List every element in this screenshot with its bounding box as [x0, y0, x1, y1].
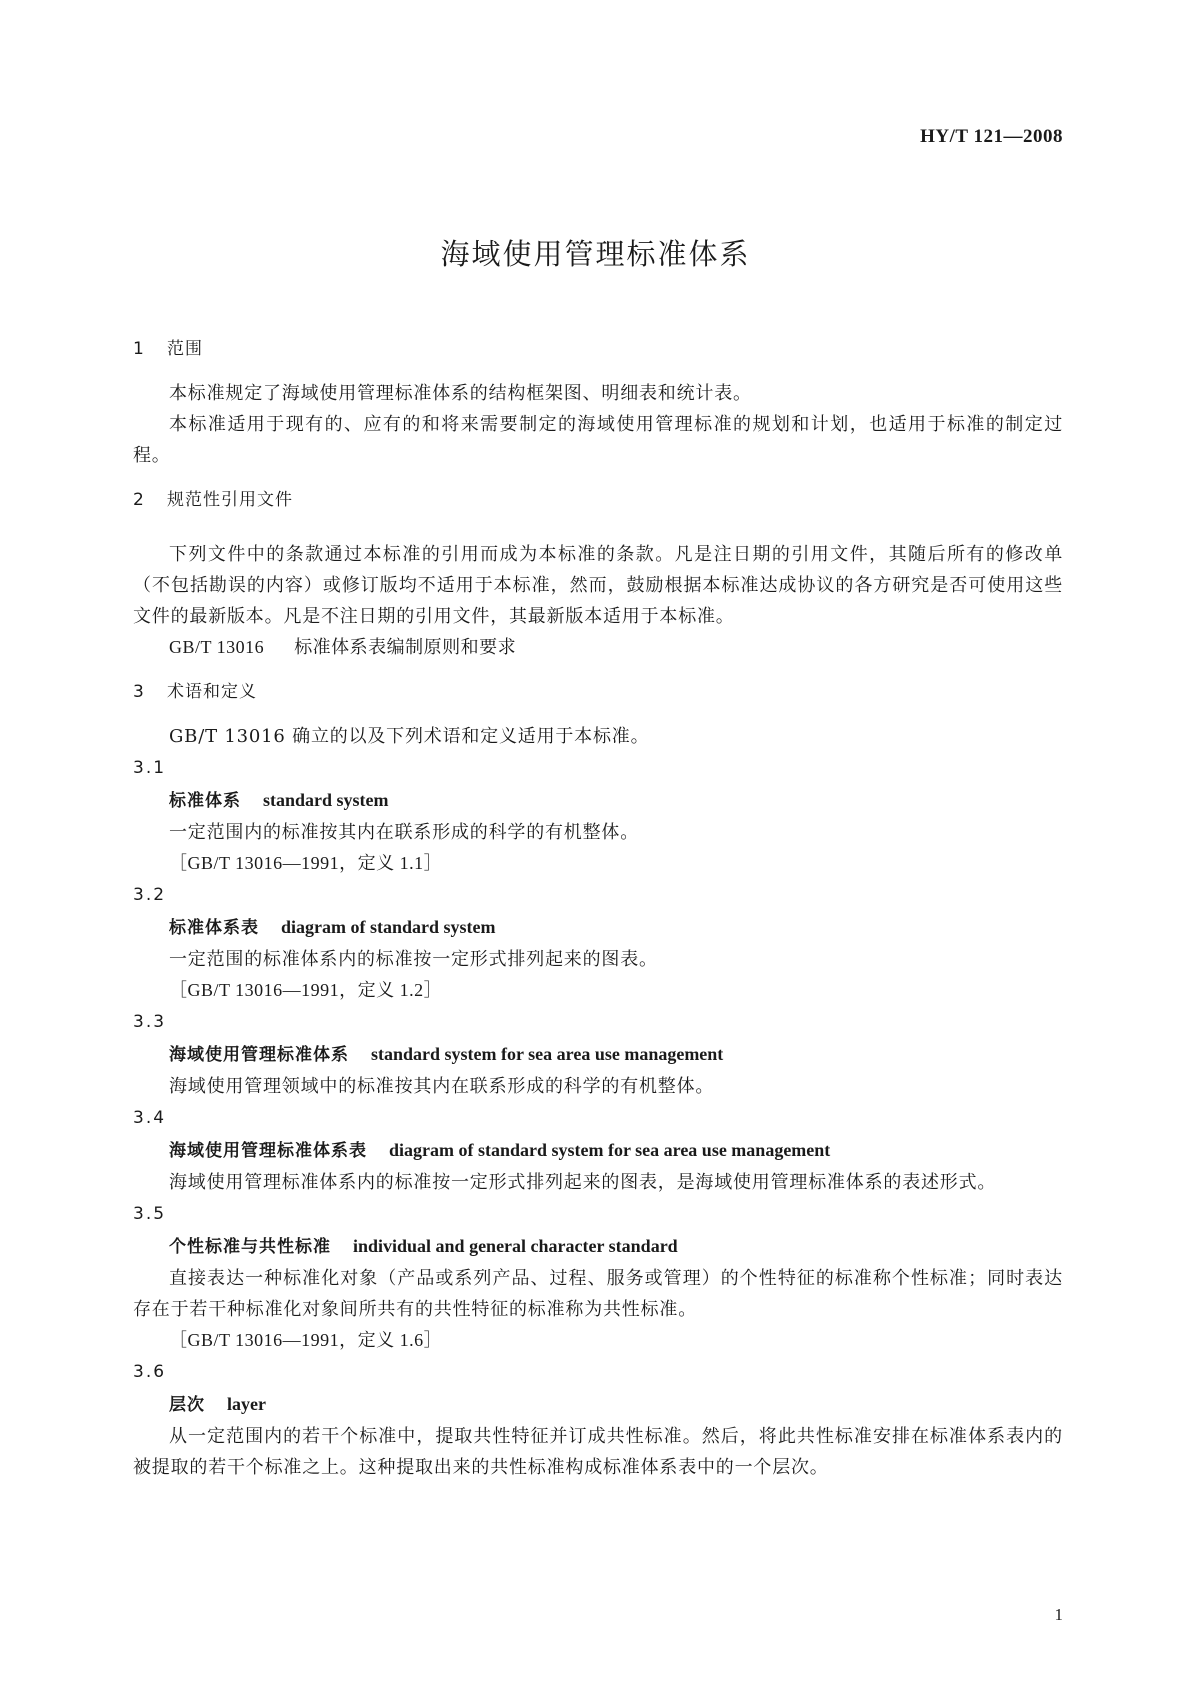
- term-en: standard system: [263, 790, 389, 810]
- term-number: 3.4: [133, 1108, 167, 1128]
- document-title: 海域使用管理标准体系: [440, 237, 751, 271]
- term-en: individual and general character standard: [353, 1236, 678, 1256]
- term-number: 3.1: [133, 758, 167, 778]
- term-entry: [133, 1388, 1063, 1421]
- term-definition: 海域使用管理领域中的标准按其内在联系形成的科学的有机整体。: [169, 1076, 715, 1097]
- term-definition: 海域使用管理标准体系内的标准按一定形式排列起来的图表，是海域使用管理标准体系的表述形式。: [169, 1172, 997, 1193]
- paragraph: 本标准规定了海域使用管理标准体系的结构框架图、明细表和统计表。: [169, 383, 752, 404]
- paragraph: GB/T 13016 确立的以及下列术语和定义适用于本标准。: [169, 726, 650, 747]
- term-source: ［GB/T 13016—1991，定义 1.1］: [169, 853, 443, 873]
- section-3-heading: [133, 677, 1063, 707]
- term-entry: [133, 911, 1063, 944]
- paragraph: 下列文件中的条款通过本标准的引用而成为本标准的条款。凡是注日期的引用文件，其随后所有的修改单（不包括勘误的内容）或修订版均不适用于本标准，然而，鼓励根据本标准达成协议的各方研究是否可使用这些文件的最新版本。凡是不注日期的引用文件，其最新版本适用于本标准。: [133, 544, 1063, 627]
- term-number: 3.6: [133, 1362, 167, 1382]
- term-number: 3.5: [133, 1204, 167, 1224]
- term-zh: 标准体系: [169, 791, 241, 811]
- term-definition: 从一定范围内的若干个标准中，提取共性特征并订成共性标准。然后，将此共性标准安排在标准体系表内的被提取的若干个标准之上。这种提取出来的共性标准构成标准体系表中的一个层次。: [133, 1426, 1063, 1478]
- document-body: [133, 334, 1063, 1483]
- term-entry: [133, 784, 1063, 817]
- term-number: 3.3: [133, 1012, 167, 1032]
- term-definition: 一定范围的标准体系内的标准按一定形式排列起来的图表。: [169, 949, 658, 970]
- section-title: 术语和定义: [167, 682, 257, 702]
- term-zh: 标准体系表: [169, 918, 259, 938]
- normative-reference: [133, 632, 1063, 663]
- standard-code: HY/T 121—2008: [920, 126, 1063, 147]
- reference-title: 标准体系表编制原则和要求: [294, 637, 517, 657]
- term-entry: [133, 1230, 1063, 1263]
- term-en: diagram of standard system for sea area use management: [389, 1140, 831, 1160]
- term-entry: [133, 1134, 1063, 1167]
- term-zh: 层次: [169, 1395, 205, 1415]
- paragraph: 本标准适用于现有的、应有的和将来需要制定的海域使用管理标准的规划和计划，也适用于标准的制定过程。: [133, 414, 1063, 466]
- term-zh: 海域使用管理标准体系表: [169, 1141, 367, 1161]
- term-definition: 直接表达一种标准化对象（产品或系列产品、过程、服务或管理）的个性特征的标准称个性标准；同时表达存在于若干种标准化对象间所共有的共性特征的标准称为共性标准。: [133, 1268, 1063, 1320]
- section-title: 规范性引用文件: [167, 490, 293, 510]
- term-source: ［GB/T 13016—1991，定义 1.6］: [169, 1330, 443, 1350]
- section-1-heading: [133, 334, 1063, 364]
- section-number: 1: [133, 339, 145, 359]
- section-number: 3: [133, 682, 145, 702]
- term-definition: 一定范围内的标准按其内在联系形成的科学的有机整体。: [169, 822, 639, 843]
- term-en: diagram of standard system: [281, 917, 496, 937]
- term-zh: 个性标准与共性标准: [169, 1237, 331, 1257]
- term-en: standard system for sea area use management: [371, 1044, 724, 1064]
- page-number: 1: [1054, 1605, 1063, 1624]
- term-entry: [133, 1038, 1063, 1071]
- section-2-heading: [133, 485, 1063, 515]
- term-source: ［GB/T 13016—1991，定义 1.2］: [169, 980, 443, 1000]
- reference-code: GB/T 13016: [169, 637, 265, 657]
- section-number: 2: [133, 490, 145, 510]
- term-en: layer: [227, 1394, 266, 1414]
- term-number: 3.2: [133, 885, 167, 905]
- term-zh: 海域使用管理标准体系: [169, 1045, 349, 1065]
- section-title: 范围: [167, 339, 203, 359]
